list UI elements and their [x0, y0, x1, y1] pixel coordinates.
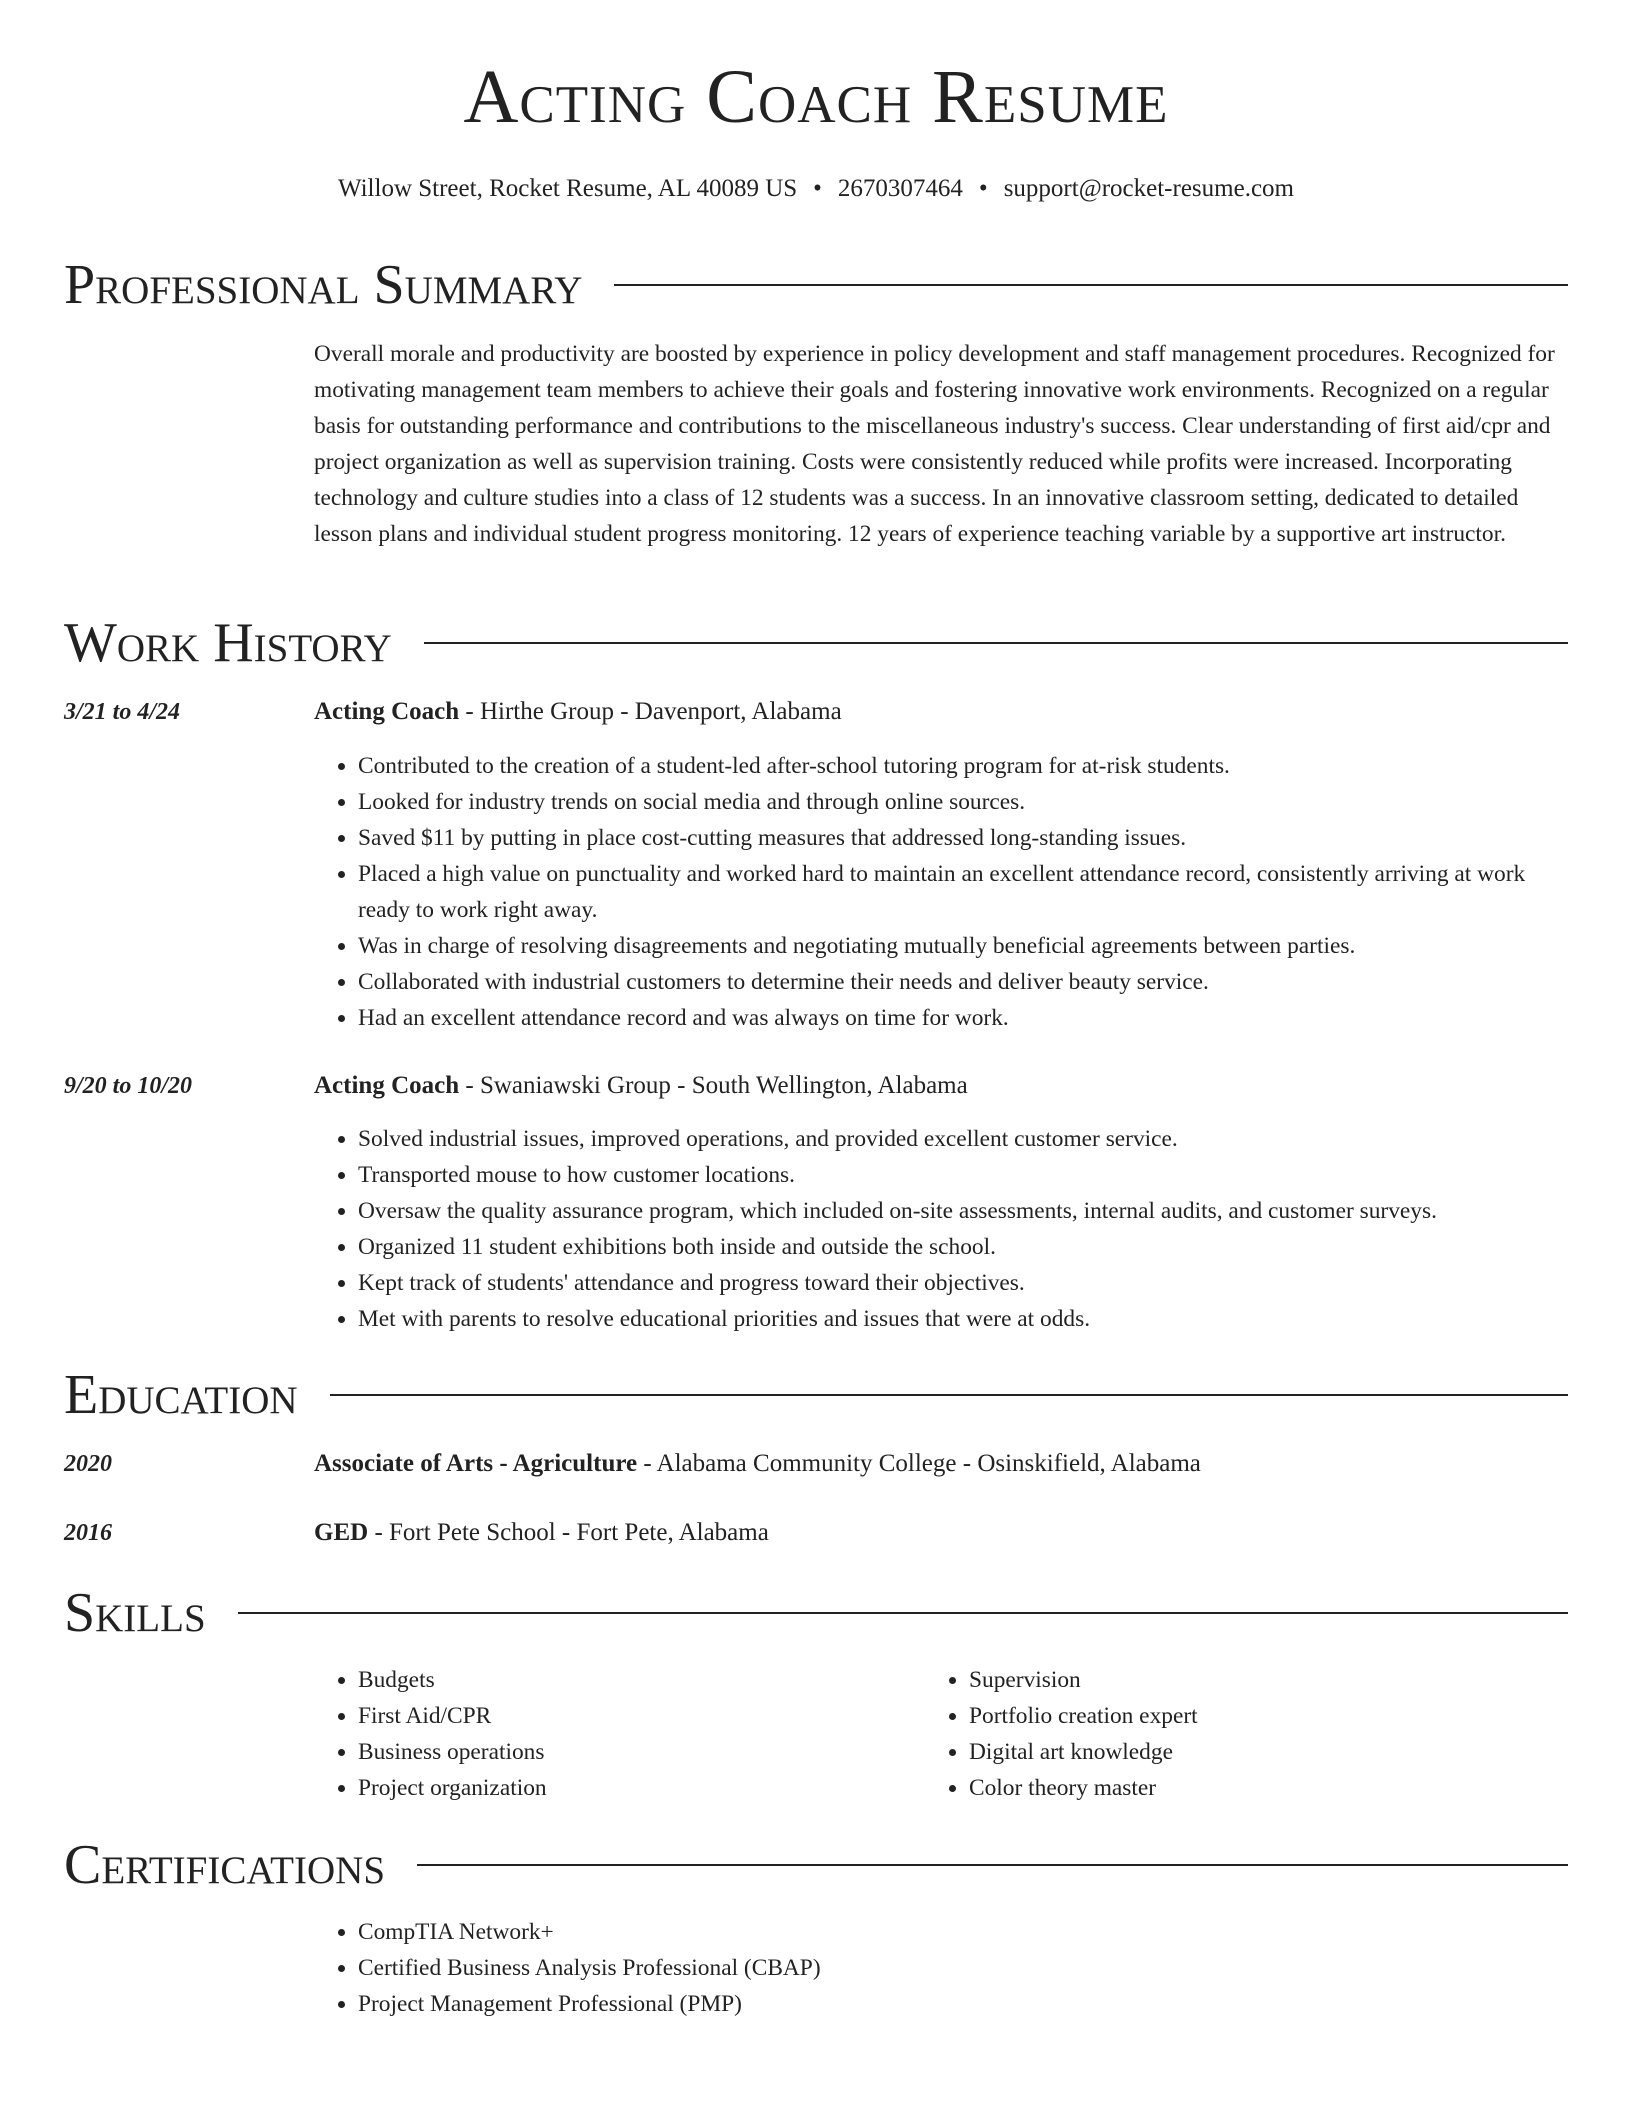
- list-item: • Color theory master: [969, 1770, 1569, 1806]
- contact-email: support@rocket-resume.com: [1003, 175, 1294, 202]
- summary-text: Overall morale and productivity are boosted by experience in policy development and staff management procedures. Recognized for motivating management team members to achieve their goals and fostering innovative work environments. Recognized on a regular basis for outstanding performance and contributions to the miscellaneous industry's success. Clear understanding of first aid/cpr and project organization as well as supervision training. Costs were consistently reduced while profits were increased. Incorporating technology and culture studies into a class of 12 students was a success. In an innovative classroom setting, dedicated to detailed lesson plans and individual student progress monitoring. 12 years of experience teaching variable by a supportive art instructor.: [314, 341, 1555, 547]
- certifications-list: [314, 1914, 1568, 2022]
- list-item: • Collaborated with industrial customers to determine their needs and deliver beauty service.: [358, 964, 1568, 1000]
- education-heading: [314, 1446, 1568, 1482]
- job-dates: 3/21 to 4/24: [64, 699, 181, 725]
- contact-separator: •: [813, 175, 822, 202]
- list-item: • Supervision: [969, 1662, 1569, 1698]
- list-item: • First Aid/CPR: [358, 1698, 918, 1734]
- education-year: 2020: [64, 1451, 112, 1477]
- list-item: • Had an excellent attendance record and was always on time for work.: [358, 1000, 1568, 1036]
- list-item: • Organized 11 student exhibitions both inside and outside the school.: [358, 1229, 1568, 1265]
- list-item: • Met with parents to resolve educational priorities and issues that were at odds.: [358, 1301, 1568, 1337]
- list-item: • Looked for industry trends on social media and through online sources.: [358, 784, 1568, 820]
- section-title-summary: Professional Summary: [64, 254, 583, 316]
- list-item: • Transported mouse to how customer locations.: [358, 1157, 1568, 1193]
- resume-title: Acting Coach Resume: [463, 55, 1169, 139]
- list-item: • Oversaw the quality assurance program, which included on-site assessments, internal audits, and customer surveys.: [358, 1193, 1568, 1229]
- section-divider: [330, 1394, 1568, 1396]
- job-role: Acting Coach: [314, 1072, 460, 1099]
- skills-list-right: [925, 1662, 1569, 1806]
- contact-address: Willow Street, Rocket Resume, AL 40089 US: [338, 175, 798, 202]
- list-item: • Portfolio creation expert: [969, 1698, 1569, 1734]
- list-item: • Budgets: [358, 1662, 918, 1698]
- education-heading: [314, 1515, 1568, 1551]
- section-title-certifications: Certifications: [64, 1834, 386, 1896]
- list-item: • Project Management Professional (PMP): [358, 1986, 1568, 2022]
- job-dates: 9/20 to 10/20: [64, 1073, 193, 1099]
- contact-line: [0, 172, 1632, 206]
- section-title-work-history: Work History: [64, 612, 392, 674]
- job-heading: [314, 694, 1568, 730]
- education-degree: GED: [314, 1519, 369, 1546]
- section-heading-summary: [64, 250, 1568, 320]
- section-heading-education: [64, 1360, 1568, 1430]
- list-item: • CompTIA Network+: [358, 1914, 1568, 1950]
- job-bullets: [314, 748, 1568, 1036]
- education-year: 2016: [64, 1520, 112, 1546]
- list-item: • Project organization: [358, 1770, 918, 1806]
- list-item: • Was in charge of resolving disagreements and negotiating mutually beneficial agreements between parties.: [358, 928, 1568, 964]
- education-school: - Alabama Community College - Osinskifield, Alabama: [637, 1450, 1201, 1477]
- section-title-skills: Skills: [64, 1582, 206, 1644]
- job-employer: - Swaniawski Group - South Wellington, Alabama: [459, 1072, 968, 1099]
- section-heading-skills: [64, 1578, 1568, 1648]
- job-role: Acting Coach: [314, 698, 460, 725]
- list-item: • Digital art knowledge: [969, 1734, 1569, 1770]
- list-item: • Saved $11 by putting in place cost-cutting measures that addressed long-standing issues.: [358, 820, 1568, 856]
- job-heading: [314, 1068, 1568, 1104]
- list-item: • Kept track of students' attendance and progress toward their objectives.: [358, 1265, 1568, 1301]
- contact-separator: •: [978, 175, 988, 202]
- list-item: • Placed a high value on punctuality and worked hard to maintain an excellent attendance record, consistently arriving at work ready to work right away.: [358, 856, 1568, 928]
- section-divider: [417, 1864, 1568, 1866]
- list-item: • Certified Business Analysis Professional (CBAP): [358, 1950, 1568, 1986]
- skills-list-left: [314, 1662, 918, 1806]
- job-bullets: [314, 1121, 1568, 1337]
- education-degree: Associate of Arts - Agriculture: [314, 1450, 638, 1477]
- list-item: • Solved industrial issues, improved operations, and provided excellent customer service.: [358, 1121, 1568, 1157]
- section-heading-certifications: [64, 1830, 1568, 1900]
- section-divider: [238, 1612, 1568, 1614]
- section-heading-work-history: [64, 608, 1568, 678]
- section-divider: [614, 284, 1568, 286]
- section-divider: [424, 642, 1568, 644]
- section-title-education: Education: [64, 1364, 298, 1426]
- job-employer: - Hirthe Group - Davenport, Alabama: [459, 698, 842, 725]
- list-item: • Contributed to the creation of a student-led after-school tutoring program for at-risk students.: [358, 748, 1568, 784]
- contact-phone: 2670307464: [837, 175, 963, 202]
- list-item: • Business operations: [358, 1734, 918, 1770]
- education-school: - Fort Pete School - Fort Pete, Alabama: [368, 1519, 769, 1546]
